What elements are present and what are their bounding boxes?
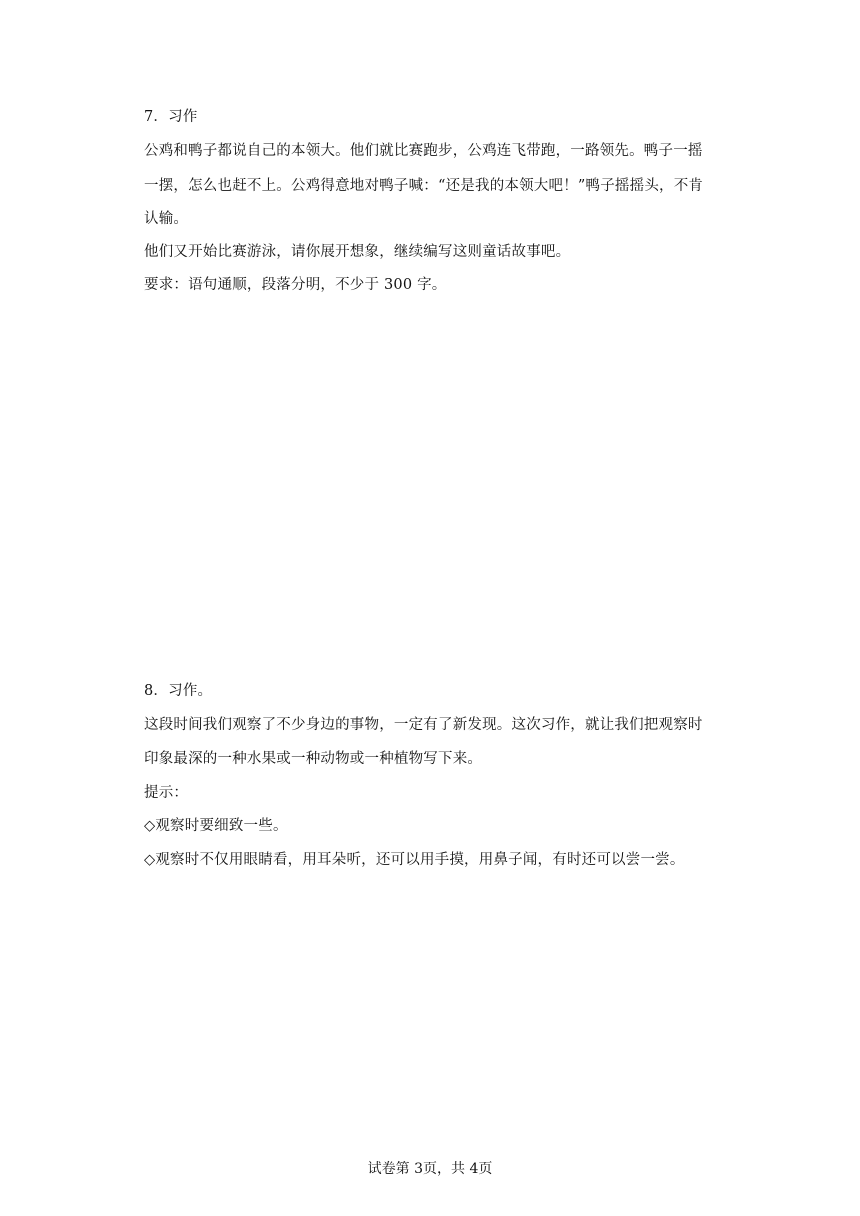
question-7-requirement: 要求：语句通顺，段落分明，不少于 300 字。 bbox=[144, 277, 447, 293]
question-8-hint-1: ◇观察时要细致一些。 bbox=[144, 818, 288, 834]
question-8-heading: 8．习作。 bbox=[144, 683, 213, 699]
question-7-line-4: 他们又开始比赛游泳，请你展开想象，继续编写这则童话故事吧。 bbox=[144, 244, 571, 260]
question-7-line-2: 一摆，怎么也赶不上。公鸡得意地对鸭子喊：“还是我的本领大吧！”鸭子摇摇头，不肯 bbox=[144, 178, 704, 194]
question-7-line-3: 认输。 bbox=[144, 211, 189, 227]
question-8-hint-2: ◇观察时不仅用眼睛看，用耳朵听，还可以用手摸，用鼻子闻，有时还可以尝一尝。 bbox=[144, 852, 685, 868]
question-7-heading: 7．习作 bbox=[144, 109, 198, 125]
question-8-hint-label: 提示： bbox=[144, 785, 189, 801]
question-7-line-1: 公鸡和鸭子都说自己的本领大。他们就比赛跑步，公鸡连飞带跑，一路领先。鸭子一摇 bbox=[144, 143, 703, 159]
question-8-line-1: 这段时间我们观察了不少身边的事物，一定有了新发现。这次习作，就让我们把观察时 bbox=[144, 717, 703, 733]
question-8-line-2: 印象最深的一种水果或一种动物或一种植物写下来。 bbox=[144, 751, 483, 767]
page-footer: 试卷第 3页，共 4页 bbox=[367, 1161, 493, 1177]
